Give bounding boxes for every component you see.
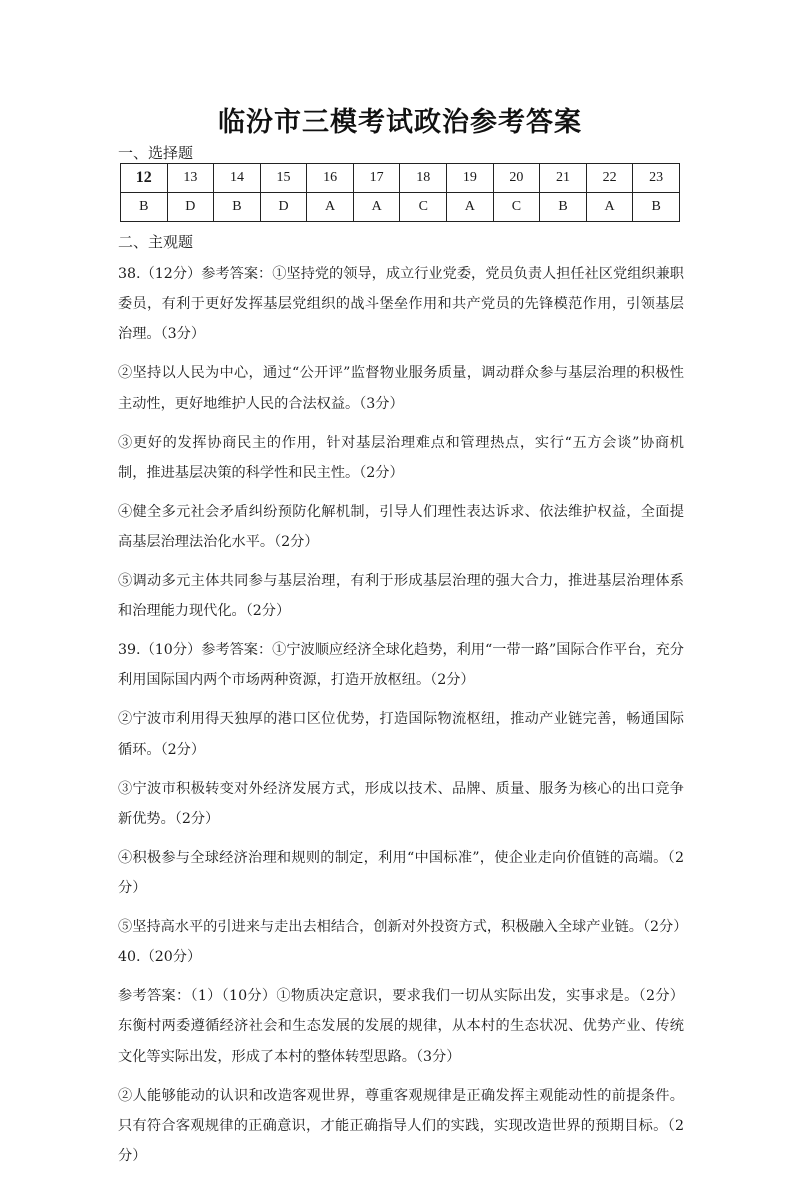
choice-answer-table (120, 163, 680, 222)
answer-paragraph-q39-point4: ④积极参与全球经济治理和规则的制定，利用“中国标准”，使企业走向价值链的高端。（2分） (118, 849, 684, 897)
answer-cell: C (493, 193, 540, 222)
page-title: 临汾市三模考试政治参考答案 (218, 107, 582, 138)
answer-body (118, 259, 688, 1180)
answer-cell: A (353, 193, 400, 222)
answer-cell: B (540, 193, 587, 222)
answer-cell: A (307, 193, 354, 222)
question-number-cell: 23 (633, 164, 680, 193)
answer-paragraph-q38-point4: ④健全多元社会矛盾纠纷预防化解机制，引导人们理性表达诉求、依法维护权益，全面提高基层治理法治化水平。（2分） (118, 503, 684, 551)
question-number-cell: 20 (493, 164, 540, 193)
question-number-row (121, 164, 680, 193)
answer-paragraph-q38-point2: ②坚持以人民为中心，通过“公开评”监督物业服务质量，调动群众参与基层治理的积极性主动性，更好地维护人民的合法权益。（3分） (118, 365, 684, 412)
answer-paragraph-q38-intro: 38.（12分）参考答案：①坚持党的领导，成立行业党委，党员负责人担任社区党组织兼职委员，有利于更好发挥基层党组织的战斗堡垒作用和共产党员的先锋模范作用，引领基层治理。（3分） (118, 266, 684, 343)
answer-cell: B (214, 193, 261, 222)
question-number-cell: 22 (586, 164, 633, 193)
answer-paragraph-q38-point3: ③更好的发挥协商民主的作用，针对基层治理难点和管理热点，实行“五方会谈”协商机制，推进基层决策的科学性和民主性。（2分） (118, 434, 684, 481)
question-number-cell: 17 (353, 164, 400, 193)
section-heading-subjective: 二、主观题 (118, 233, 194, 251)
question-number-cell: 18 (400, 164, 447, 193)
answer-cell: A (586, 193, 633, 222)
answer-cell: B (121, 193, 168, 222)
question-number-cell: 12 (121, 164, 168, 193)
question-number-cell: 14 (214, 164, 261, 193)
answer-paragraph-q39-point2: ②宁波市利用得天独厚的港口区位优势，打造国际物流枢纽，推动产业链完善，畅通国际循环。（2分） (118, 711, 684, 758)
question-number-cell: 13 (167, 164, 214, 193)
answer-cell: C (400, 193, 447, 222)
answer-paragraph-q40-point2: ②人能够能动的认识和改造客观世界，尊重客观规律是正确发挥主观能动性的前提条件。只有符合客观规律的正确意识，才能正确指导人们的实践，实现改造世界的预期目标。（2分） (118, 1087, 684, 1165)
answer-paragraph-q40-part1: 参考答案：（1）（10分）①物质决定意识，要求我们一切从实际出发，实事求是。（2分）东衡村两委遵循经济社会和生态发展的发展的规律，从本村的生态状况、优势产业、传统文化等实际出发，形成了本村的整体转型思路。（3分） (118, 988, 684, 1065)
answer-paragraph-q39-point3: ③宁波市积极转变对外经济发展方式，形成以技术、品牌、质量、服务为核心的出口竞争新优势。（2分） (118, 780, 684, 827)
question-number-cell: 19 (447, 164, 494, 193)
question-number-cell: 16 (307, 164, 354, 193)
section-heading-choice: 一、选择题 (118, 144, 194, 162)
answer-cell: D (167, 193, 214, 222)
answer-paragraph-q39-point5: ⑤坚持高水平的引进来与走出去相结合，创新对外投资方式，积极融入全球产业链。（2分） (118, 919, 688, 936)
answer-paragraph-q38-point5: ⑤调动多元主体共同参与基层治理，有利于形成基层治理的强大合力，推进基层治理体系和治理能力现代化。（2分） (118, 573, 684, 620)
answer-row (121, 193, 680, 222)
answer-paragraph-q39-intro: 39.（10分）参考答案：①宁波顺应经济全球化趋势，利用“一带一路”国际合作平台，充分利用国际国内两个市场两种资源，打造开放枢纽。（2分） (118, 642, 684, 689)
question-number-cell: 15 (260, 164, 307, 193)
answer-cell: A (447, 193, 494, 222)
question-number-cell: 21 (540, 164, 587, 193)
answer-cell: B (633, 193, 680, 222)
answer-paragraph-q40-heading: 40.（20分） (118, 949, 202, 966)
answer-cell: D (260, 193, 307, 222)
